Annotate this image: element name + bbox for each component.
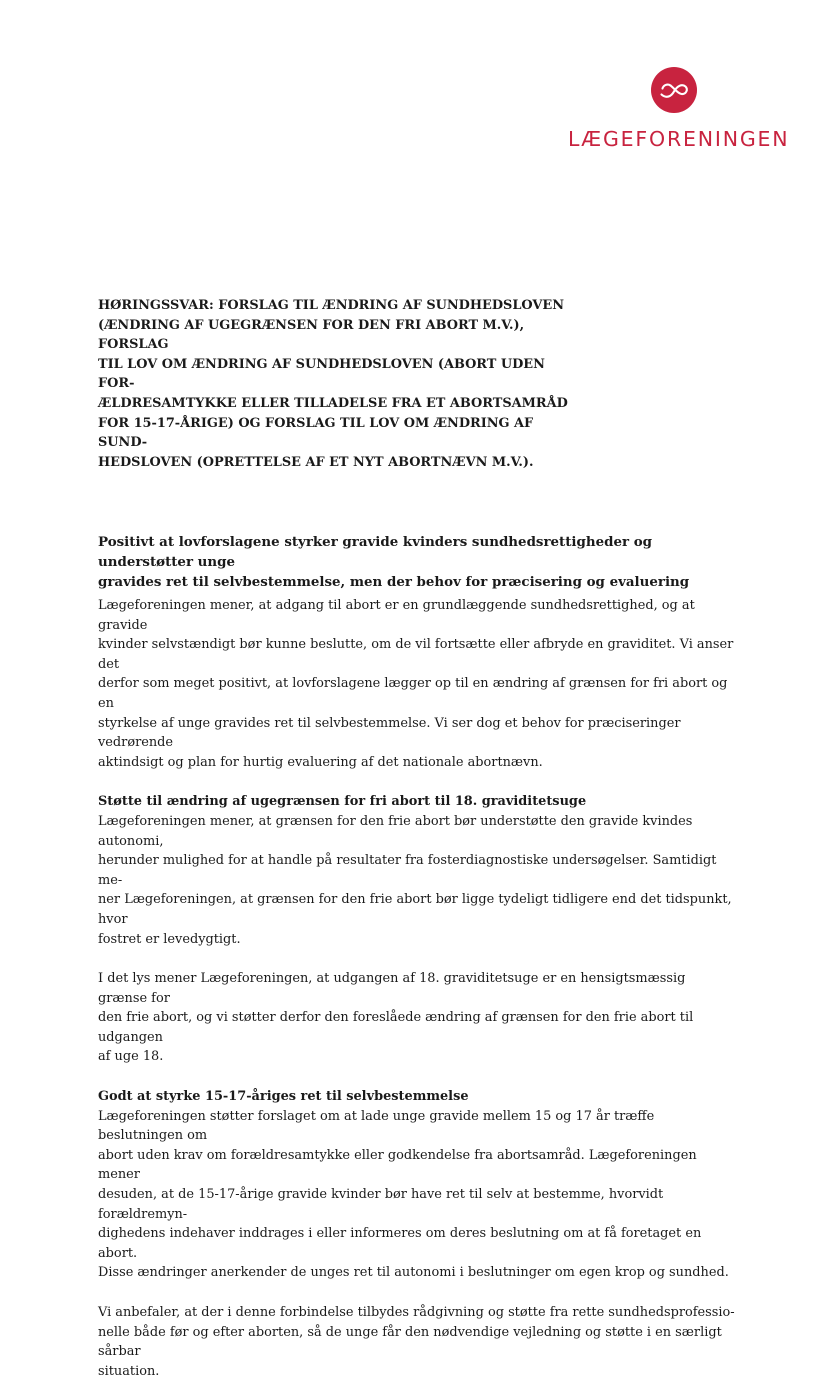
logo-wordmark: LÆGEFORENINGEN xyxy=(568,127,790,151)
section-2-paragraph-1: Lægeforeningen mener, at grænsen for den frie abort bør understøtte den gravide kvindes autonomi, herunder mulighed for at handle på resultater fra fosterdiagnostiske undersøgelser. Samtidigt me- ner Lægeforeningen, at grænsen for den frie abort bør ligge tydeligt tidligere end det tidspunkt, hvor fostret er levedygtigt. xyxy=(98,813,732,947)
section-2-paragraph-2: I det lys mener Lægeforeningen, at udgangen af 18. graviditetsuge er en hensigtsmæssig grænse for den frie abort, og vi støtter derfor den foreslåede ændring af grænsen for den frie abort til udgangen af uge 18. xyxy=(98,971,694,1065)
logo-icon xyxy=(651,67,697,113)
section-2-heading: Støtte til ændring af ugegrænsen for fri abort til 18. graviditetsuge xyxy=(98,794,587,810)
section-3-paragraph-1: Lægeforeningen støtter forslaget om at lade unge gravide mellem 15 og 17 år træffe beslutningen om abort uden krav om forældresamtykke eller godkendelse fra abortsamråd. Lægeforeningen mener desuden, at de 15-17-årige gravide kvinder bør have ret til selv at bestemme, hvorvidt forældremyn- dighedens indehaver inddrages i eller informeres om deres beslutning om at få foretaget en abort. Disse ændringer anerkender de unges ret til autonomi i beslutninger om egen krop og sundhed. xyxy=(98,1108,729,1281)
section-3-heading: Godt at styrke 15-17-åriges ret til selvbestemmelse xyxy=(98,1089,469,1105)
section-1-heading: Positivt at lovforslagene styrker gravide kvinders sundhedsrettigheder og understøtter unge gravides ret til selvbestemmelse, men der behov for præcisering og evaluering xyxy=(98,534,690,590)
document-title: HØRINGSSVAR: FORSLAG TIL ÆNDRING AF SUNDHEDSLOVEN (ÆNDRING AF UGEGRÆNSEN FOR DEN FRI ABORT M.V.), FORSLAG TIL LOV OM ÆNDRING AF SUNDHEDSLOVEN (ABORT UDEN FOR- ÆLDRESAMTYKKE ELLER TILLADELSE FRA ET ABORTSAMRÅD FOR 15-17-ÅRIGE) OG FORSLAG TIL LOV OM ÆNDRING AF SUND- HEDSLOVEN (OPRETTELSE AF ET NYT ABORTNÆVN M.V.). xyxy=(98,298,568,470)
document-body xyxy=(98,532,738,1381)
section-1-paragraph: Lægeforeningen mener, at adgang til abort er en grundlæggende sundhedsrettighed, og at gravide kvinder selvstændigt bør kunne beslutte, om de vil fortsætte eller afbryde en graviditet. Vi anser det derfor som meget positivt, at lovforslagene lægger op til en ændring af grænsen for fri abort og en styrkelse af unge gravides ret til selvbestemmelse. Vi ser dog et behov for præciseringer vedrørende aktindsigt og plan for hurtig evaluering af det nationale abortnævn. xyxy=(98,598,734,770)
section-3-paragraph-2: Vi anbefaler, at der i denne forbindelse tilbydes rådgivning og støtte fra rette sundhedsprofessio- nelle både før og efter aborten, så de unge får den nødvendige vejledning og støtte i en særligt sårbar situation. xyxy=(98,1305,735,1379)
